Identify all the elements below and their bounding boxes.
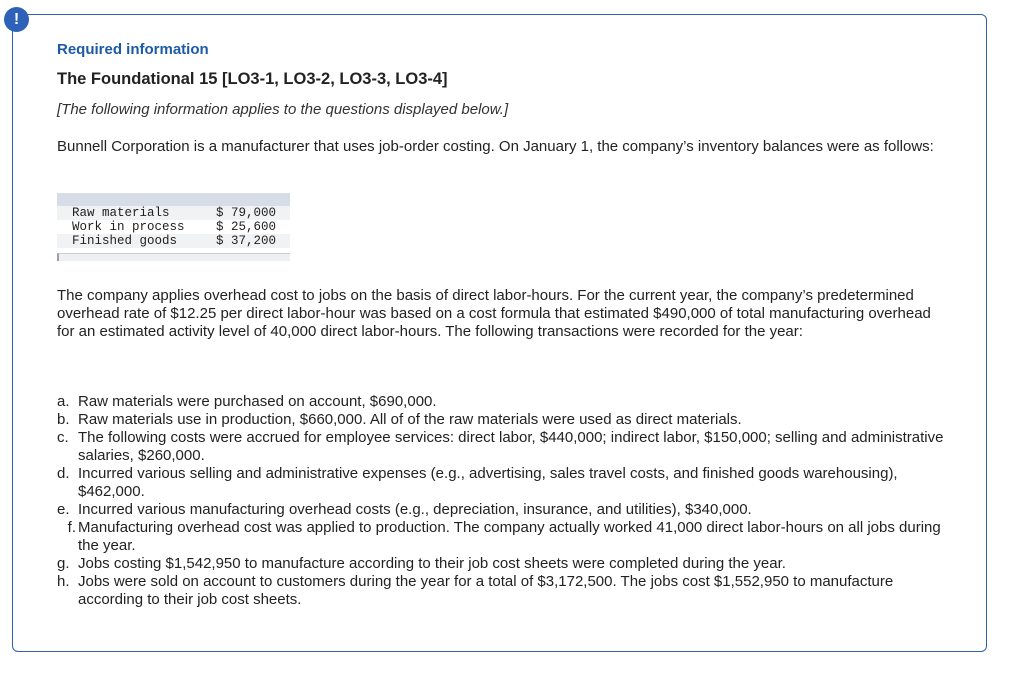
inventory-value: $ 37,200 (216, 234, 277, 248)
required-info-heading: Required information (57, 41, 209, 58)
item-letter: h. (57, 573, 70, 590)
list-item (57, 555, 957, 573)
item-letter: c. (57, 429, 69, 446)
list-item (57, 573, 957, 609)
transaction-list (57, 393, 957, 609)
item-text: Raw materials were purchased on account, $690,000. (78, 393, 437, 410)
item-text: Jobs were sold on account to customers during the year for a total of $3,172,500. The jobs cost $1,552,950 to manufacture according to their job cost sheets. (78, 573, 894, 608)
item-letter: d. (57, 465, 70, 482)
item-letter: g. (57, 555, 70, 572)
list-item (57, 519, 957, 555)
item-letter: e. (57, 501, 70, 518)
overhead-paragraph: The company applies overhead cost to jobs on the basis of direct labor-hours. For the current year, the company’s predetermined overhead rate of $12.25 per direct labor-hour was based on a cost formula that estimated $490,000 of total manufacturing overhead for an estimated activity level of 40,000 direct labor-hours. The following transactions were recorded for the year: (57, 287, 931, 340)
item-text: Raw materials use in production, $660,000. All of of the raw materials were used as direct materials. (78, 411, 742, 428)
item-letter: f. (67, 519, 76, 536)
applies-note: [The following information applies to the questions displayed below.] (57, 101, 509, 118)
item-text: The following costs were accrued for employee services: direct labor, $440,000; indirect labor, $150,000; selling and administrative salaries, $260,000. (78, 429, 944, 464)
table-row (57, 234, 290, 248)
item-text: Jobs costing $1,542,950 to manufacture according to their job cost sheets were completed during the year. (78, 555, 786, 572)
table-row (57, 206, 290, 220)
list-item (57, 411, 957, 429)
inventory-value: $ 25,600 (216, 220, 277, 234)
list-item (57, 429, 957, 465)
item-text: Incurred various manufacturing overhead costs (e.g., depreciation, insurance, and utilities), $340,000. (78, 501, 752, 518)
inventory-table (57, 193, 290, 261)
table-row (57, 220, 290, 234)
table-header-bar (57, 193, 290, 206)
inventory-label: Work in process (72, 220, 185, 234)
intro-paragraph: Bunnell Corporation is a manufacturer that uses job-order costing. On January 1, the company’s inventory balances were as follows: (57, 138, 934, 155)
inventory-label: Raw materials (72, 206, 170, 220)
problem-title: The Foundational 15 [LO3-1, LO3-2, LO3-3, LO3-4] (57, 70, 448, 88)
item-letter: a. (57, 393, 70, 410)
item-text: Incurred various selling and administrative expenses (e.g., advertising, sales travel costs, and finished goods warehousing), $462,000. (78, 465, 898, 500)
item-text: Manufacturing overhead cost was applied to production. The company actually worked 41,000 direct labor-hours on all jobs during the year. (78, 519, 941, 554)
inventory-label: Finished goods (72, 234, 178, 248)
list-item (57, 393, 957, 411)
list-item (57, 501, 957, 519)
list-item (57, 465, 957, 501)
inventory-value: $ 79,000 (216, 206, 277, 220)
item-letter: b. (57, 411, 70, 428)
alert-icon: ! (4, 7, 29, 32)
table-scrollbar[interactable] (57, 253, 290, 261)
